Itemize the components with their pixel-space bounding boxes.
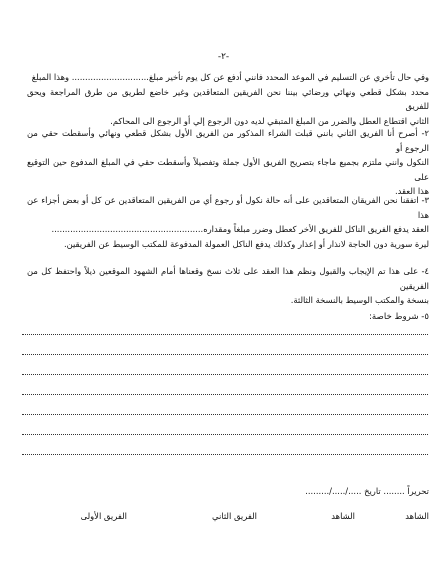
blank-line (22, 334, 428, 335)
paragraph-line: النكول وانني ملتزم بجميع ماجاء بتصريح الفريق الأول جملة وتفصيلاً وأسقطت حقي في المبلغ المدفوع حين التوقيع على (27, 157, 429, 182)
paragraph-line: وفي حال تأخري عن التسليم في الموعد المحدد فانني أدفع عن كل يوم تأخير مبلغ............................. وهذا المبلغ (31, 72, 429, 82)
first-party-label: الفريق الأولى (80, 511, 127, 521)
clause-2-paragraph (27, 126, 429, 199)
second-party-label: الفريق الثاني (212, 511, 257, 521)
blank-line (22, 434, 428, 435)
paragraph-line: بنسخة والمكتب الوسيط بالنسخة الثالثة. (290, 295, 429, 305)
paragraph-line: العقد يدفع الفريق الناكل للفريق الأخر كعطل وضرر مبلغاً ومقداره......................................................... (51, 224, 429, 234)
blank-line (22, 414, 428, 415)
clause-4-paragraph (27, 264, 429, 308)
blank-line (22, 374, 428, 375)
witness-2-label: الشاهد (405, 511, 429, 521)
paragraph-line: ليرة سورية دون الحاجة لانذار أو إعذار وكذلك يدفع الناكل العمولة المدفوعة للمكتب الوسيط عن الفريقين. (63, 238, 429, 249)
date-line: تحريراً ........ تاريخ ...../...../......... (305, 486, 429, 496)
signature-row (0, 511, 447, 525)
paragraph-line: هذا العقد. (394, 186, 429, 196)
paragraph-line: الثاني اقتطاع العطل والضرر من المبلغ المتبقي لديه دون الرجوع إلي أو الرجوع الى المحاكم. (110, 115, 429, 126)
blank-line (22, 394, 428, 395)
paragraph-line: ٢- أصرح أنا الفريق الثاني بانني قبلت الشراء المذكور من الفريق الأول بشكل قطعي ونهائي وأسقطت حقي من الرجوع أو (27, 128, 429, 153)
blank-line (22, 454, 428, 455)
paragraph-line: ٣- اتفقنا نحن الفريقان المتعاقدين على أنه حالة نكول أو رجوع أي من الفريقين المتعاقدين عن كل أو بعض أجزاء عن هذا (27, 195, 429, 220)
special-conditions-label: ٥- شروط خاصة: (369, 312, 429, 322)
blank-line (22, 354, 428, 355)
paragraph-line: محدد بشكل قطعي ونهائي ورضائي بيننا نحن الفريقين المتعاقدين وغير خاضع لطريق من طرق المراجعة ويحق للفريق (27, 86, 429, 111)
page-number: -٢- (217, 52, 230, 62)
paragraph-line: ٤- على هذا تم الإيجاب والقبول ونظم هذا العقد على ثلاث نسخ وقعناها أمام الشهود الموقعين ذيلاً واحتفظ كل من الفريقين (27, 266, 429, 291)
clause-3-paragraph (27, 193, 429, 251)
penalty-paragraph (27, 70, 429, 128)
witness-1-label: الشاهد (331, 511, 355, 521)
